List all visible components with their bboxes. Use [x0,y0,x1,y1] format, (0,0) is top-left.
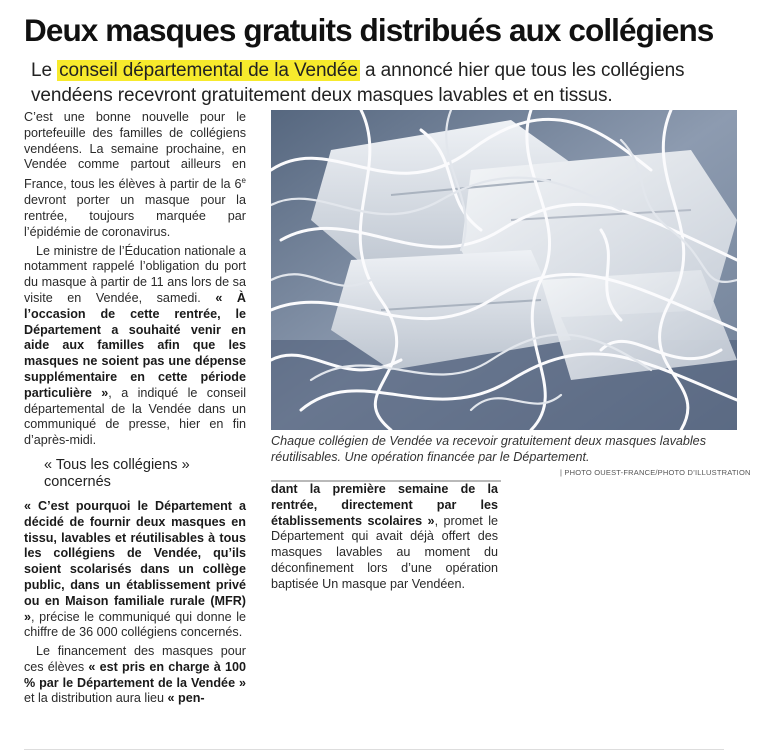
p4-text-a: Le financement des masques pour ces élèves [24,644,246,674]
p5-quote: dant la première semaine de la rentrée, directement par les établissements scolaires » [271,482,498,528]
right-column [271,482,498,593]
masks-photo-illustration [271,110,737,430]
p1-superscript: e [241,176,246,186]
standfirst [31,58,746,108]
p3-text: , précise le communiqué qui donne le chiffre de 36 000 collégiens concernés. [24,609,246,640]
p4-text-b: et la distribution aura lieu [24,691,168,706]
standfirst-post: a annoncé hier que tous les collégiens vendéens recevront gratuitement deux masques lavables et en tissus. [31,60,685,106]
paragraph-3 [24,499,246,641]
paragraph-5 [271,482,498,593]
subhead: « Tous les collégiens » concernés [44,456,190,490]
p4-quote-1: « est pris en charge à 100 % par le Département de la Vendée » [24,659,246,690]
p5-text: , promet le Département qui avait déjà offert des masques lavables au moment du déconfinement lors d’une opération baptisée Un masque par Vendéen. [271,513,498,591]
p1-text-b: devront porter un masque pour la rentrée, toujours marquée par l’épidémie de coronavirus. [24,193,246,239]
paragraph-4 [24,644,246,707]
p4-quote-2: « pen- [167,691,205,706]
standfirst-pre: Le [31,60,58,81]
page-edge [24,749,724,750]
standfirst-highlight: conseil départemental de la Vendée [59,60,358,81]
headline: Deux masques gratuits distribués aux collégiens [24,12,714,48]
paragraph-1 [24,110,246,241]
p3-quote: « C’est pourquoi le Département a décidé de fournir deux masques en tissu, lavables et réutilisables à tous les collégiens de Vendée, qu’ils soient scolarisés dans un collège public, dans un établissement privé ou en Maison familiale rurale (MFR) » [24,498,246,624]
p2-text-a: Le ministre de l’Éducation nationale a notamment rappelé l’obligation du port du masque à partir de 11 ans lors de sa visite en Vendée, samedi. [24,243,246,305]
left-column [24,110,246,707]
paragraph-2 [24,244,246,449]
p2-text-b: , a indiqué le conseil départemental de la Vendée dans un communiqué de presse, hier en fin d’après-midi. [24,385,246,448]
photo-caption: Chaque collégien de Vendée va recevoir gratuitement deux masques lavables réutilisables. Une opération financée par le Département. [271,434,706,464]
photo-credit: | PHOTO OUEST-FRANCE/PHOTO D’ILLUSTRATION [560,468,751,477]
masks-photo [271,110,737,430]
p1-text-a: C’est une bonne nouvelle pour le portefeuille des familles de collégiens vendéens. La semaine prochaine, en Vendée comme partout ailleurs en France, tous les élèves à partir de la 6 [24,110,246,192]
p2-quote: « À l’occasion de cette rentrée, le Département a souhaité venir en aide aux familles afin que les masques ne soient pas une dépense supplémentaire en cette période particulière » [24,290,246,400]
